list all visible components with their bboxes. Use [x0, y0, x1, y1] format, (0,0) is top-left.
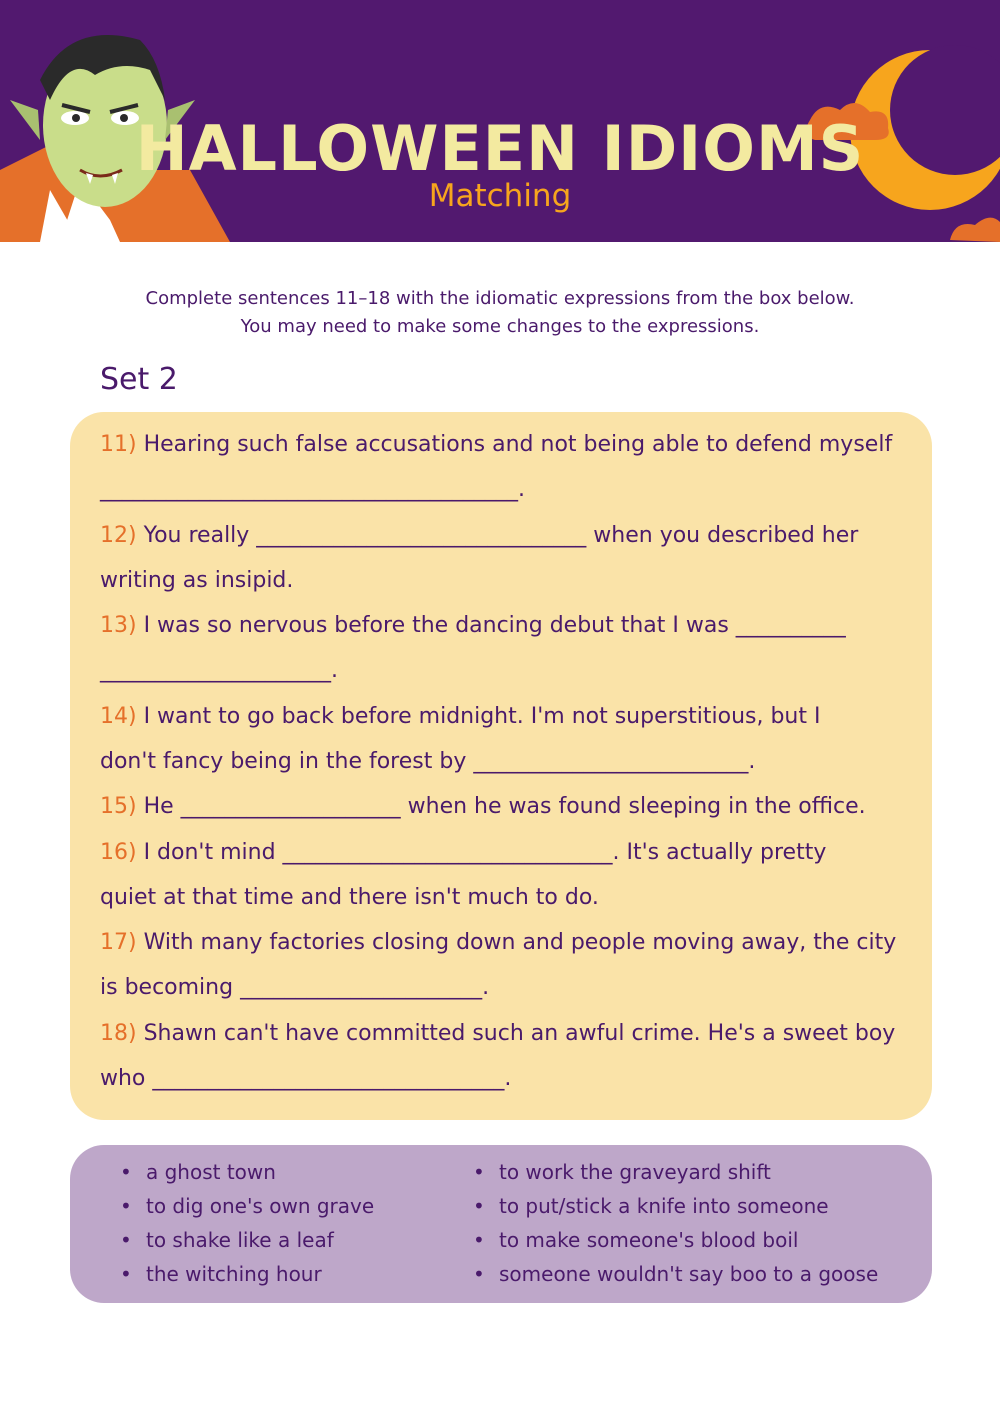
idiom-item: • to put/stick a knife into someone: [473, 1189, 878, 1223]
question-number: 15): [100, 794, 137, 819]
instructions: [0, 285, 1000, 341]
idiom-item: • a ghost town: [120, 1155, 374, 1189]
question-text: He ____________________ when he was found sleeping in the office.: [136, 794, 866, 819]
instructions-line-2: You may need to make some changes to the expressions.: [240, 316, 760, 337]
page-title: HALLOWEEN IDIOMS: [135, 112, 865, 185]
set-title: Set 2: [100, 362, 178, 397]
idiom-item: • to work the graveyard shift: [473, 1155, 878, 1189]
question-number: 17): [100, 930, 137, 955]
idiom-item: • to dig one's own grave: [120, 1189, 374, 1223]
idiom-item: • someone wouldn't say boo to a goose: [473, 1257, 878, 1291]
question-text-continued: who ________________________________.: [100, 1066, 512, 1091]
question-text-continued: ______________________________________.: [100, 477, 525, 502]
page-subtitle: Matching: [428, 178, 572, 214]
question-16: [100, 830, 910, 920]
question-18: [100, 1011, 910, 1101]
idiom-item: • to shake like a leaf: [120, 1223, 374, 1257]
question-number: 12): [100, 523, 137, 548]
question-number: 13): [100, 613, 137, 638]
question-text: I was so nervous before the dancing debut that I was __________: [136, 613, 846, 638]
question-text: With many factories closing down and people moving away, the city: [136, 930, 897, 955]
question-number: 18): [100, 1021, 137, 1046]
question-text: I don't mind ______________________________. It's actually pretty: [136, 840, 827, 865]
idiom-list-left: [120, 1155, 374, 1291]
question-12: [100, 513, 910, 603]
question-15: [100, 784, 910, 829]
header-banner: [0, 0, 1000, 242]
idiom-list-right: [473, 1155, 878, 1291]
question-17: [100, 920, 910, 1010]
question-number: 11): [100, 432, 137, 457]
question-text-continued: don't fancy being in the forest by _________________________.: [100, 749, 756, 774]
question-text-continued: writing as insipid.: [100, 568, 294, 593]
question-text: Hearing such false accusations and not being able to defend myself: [136, 432, 893, 457]
question-text-continued: is becoming ______________________.: [100, 975, 490, 1000]
question-13: [100, 603, 910, 693]
idiom-item: • to make someone's blood boil: [473, 1223, 878, 1257]
question-number: 14): [100, 704, 137, 729]
question-text-continued: _____________________.: [100, 658, 338, 683]
question-text: I want to go back before midnight. I'm not superstitious, but I: [136, 704, 821, 729]
question-14: [100, 694, 910, 784]
question-number: 16): [100, 840, 137, 865]
question-text: You really ______________________________ when you described her: [136, 523, 859, 548]
idiom-item: • the witching hour: [120, 1257, 374, 1291]
instructions-line-1: Complete sentences 11–18 with the idiomatic expressions from the box below.: [145, 288, 855, 309]
question-text: Shawn can't have committed such an awful crime. He's a sweet boy: [136, 1021, 896, 1046]
question-text-continued: quiet at that time and there isn't much to do.: [100, 885, 599, 910]
question-11: [100, 422, 910, 512]
